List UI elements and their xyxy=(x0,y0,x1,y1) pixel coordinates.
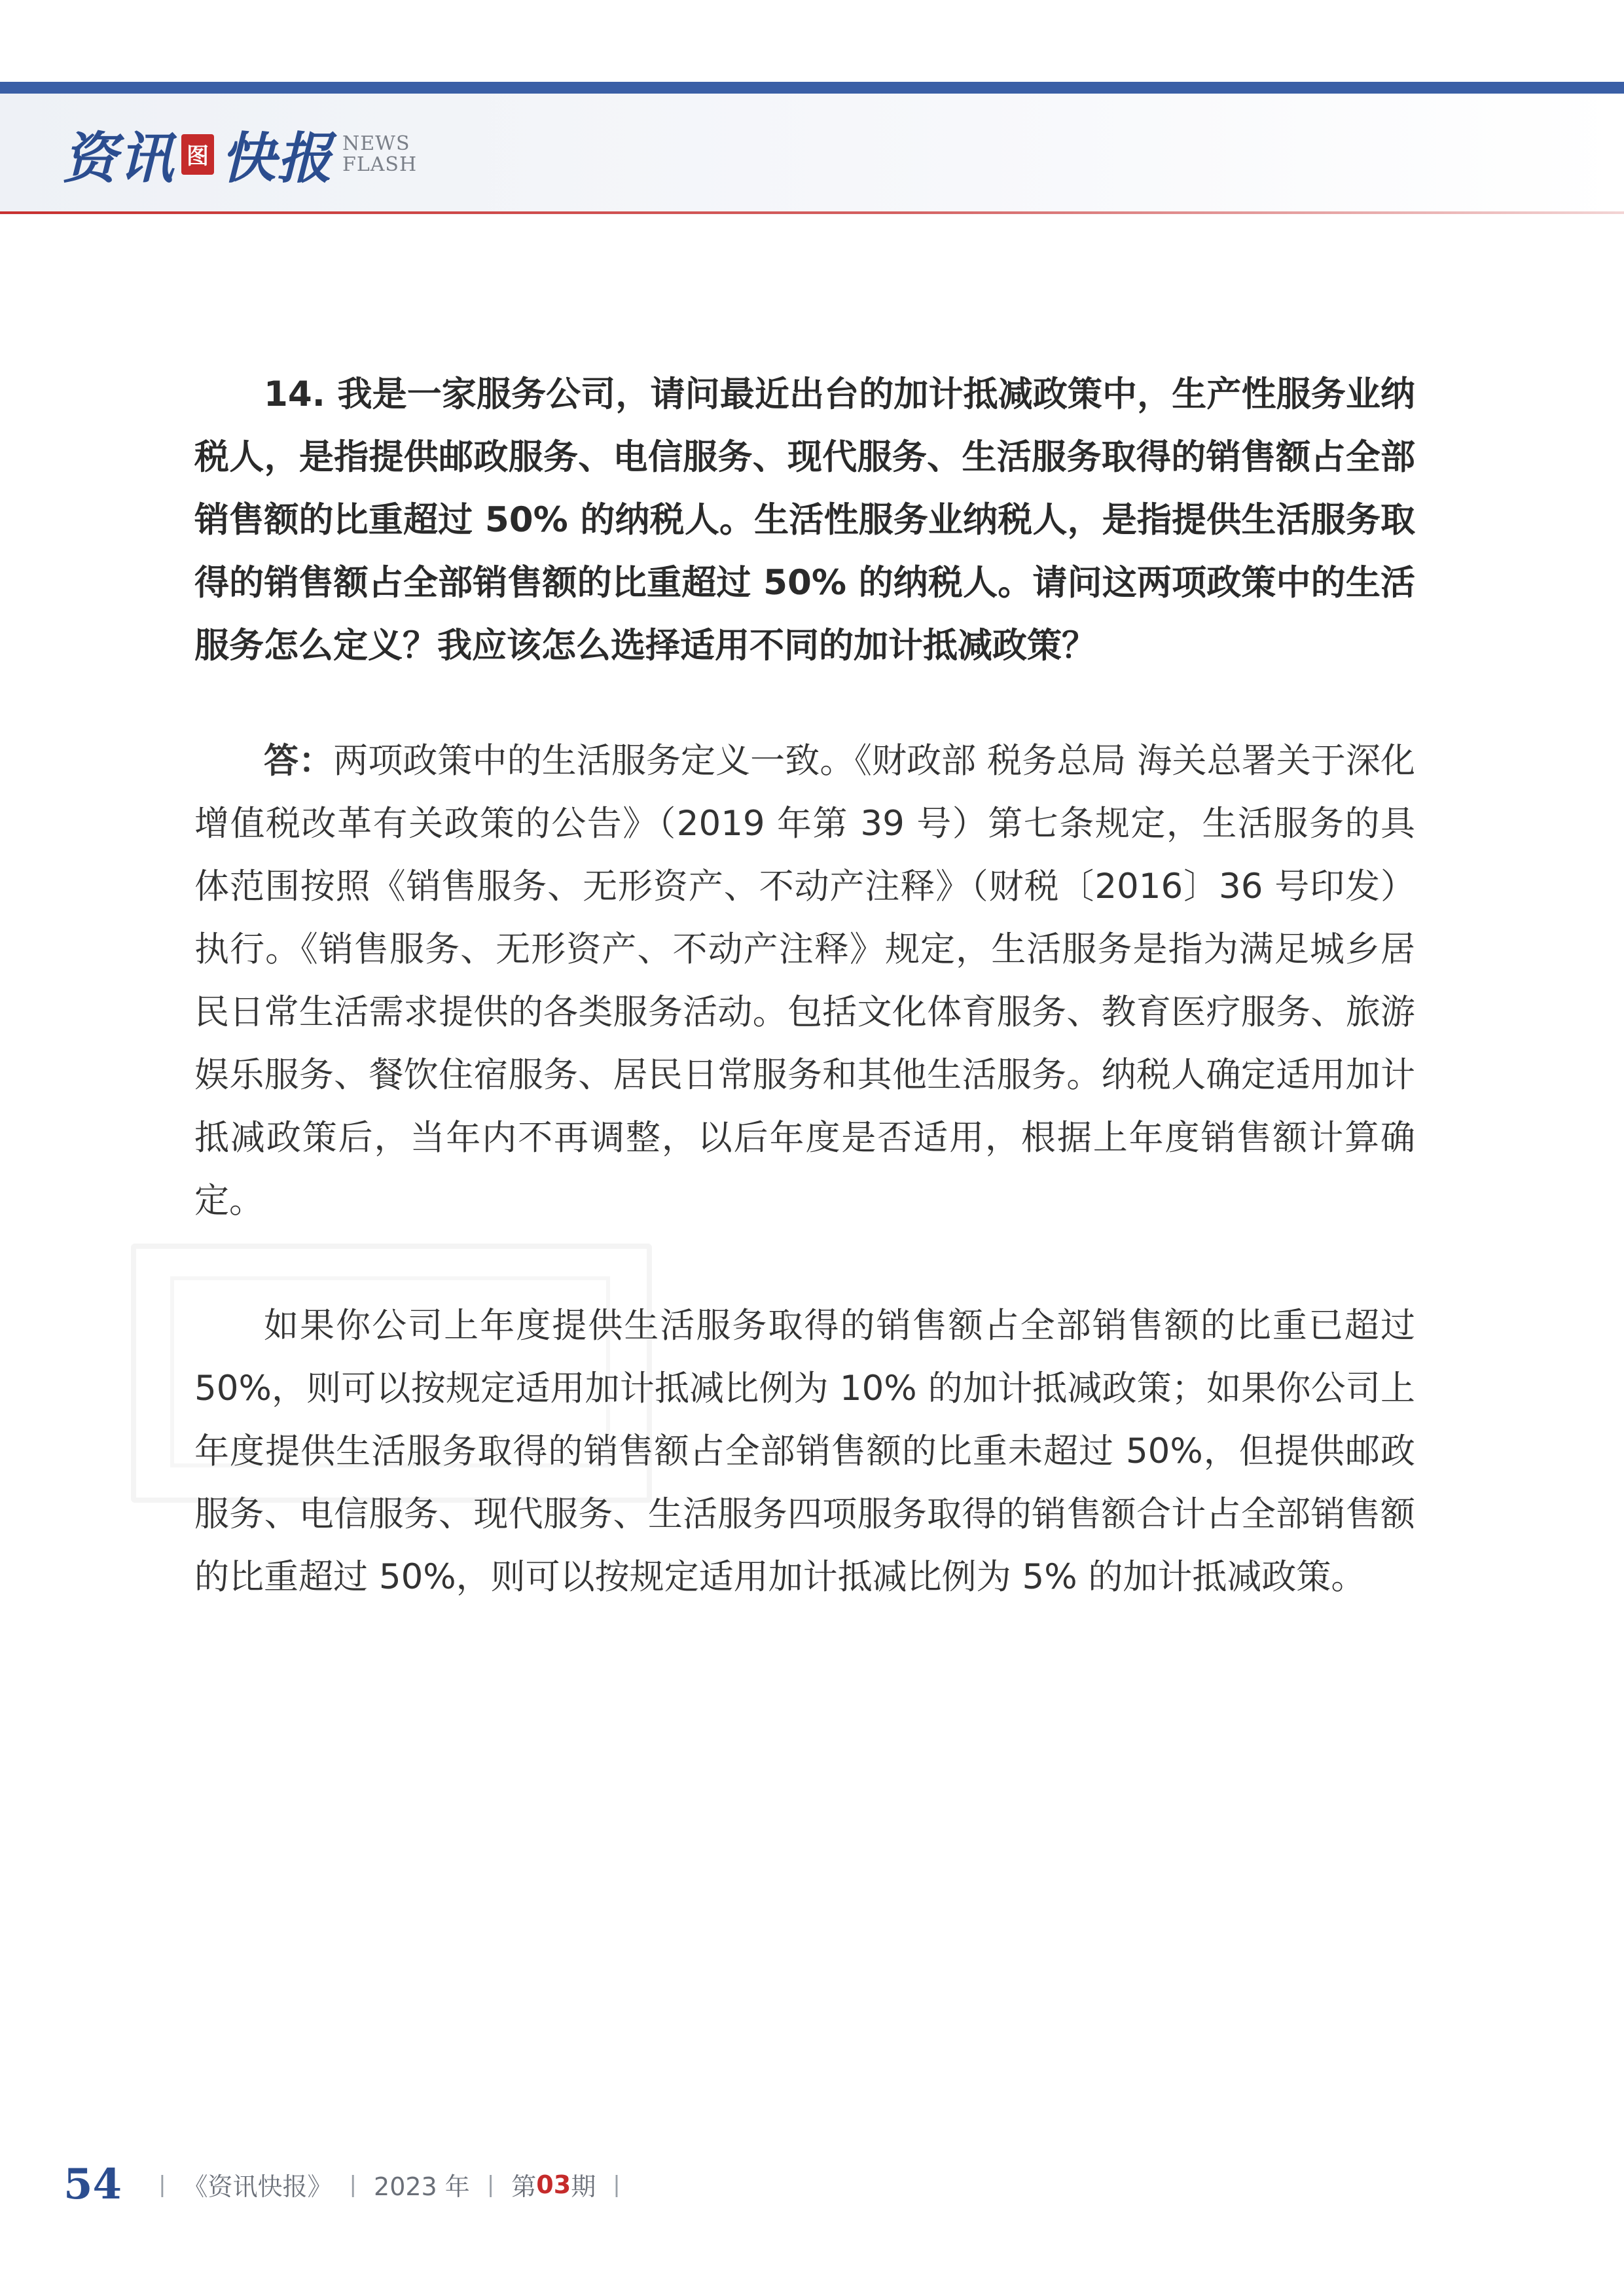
masthead-title-en xyxy=(342,134,417,175)
footer-issue-number: 03 xyxy=(536,2170,571,2199)
page-number: 54 xyxy=(63,2160,122,2209)
answer-paragraph-1-text: 两项政策中的生活服务定义一致。《财政部 税务总局 海关总署关于深化增值税改革有关政策的公告》（2019 年第 39 号）第七条规定，生活服务的具体范围按照《销售服务、无形资产、不动产注释》（财税〔2016〕36 号印发）执行。《销售服务、无形资产、不动产注释》规定，生活服务是指为满足城乡居民日常生活需求提供的各类服务活动。包括文化体育服务、教育医疗服务、旅游娱乐服务、餐饮住宿服务、居民日常服务和其他生活服务。纳税人确定适用加计抵减政策后，当年内不再调整，以后年度是否适用，根据上年度销售额计算确定。 xyxy=(194,741,1415,1221)
answer-label: 答： xyxy=(264,741,334,781)
masthead-en-line1: NEWS xyxy=(342,132,410,155)
masthead-title-part1: 资讯 xyxy=(62,126,175,190)
masthead-title-part2: 快报 xyxy=(221,126,334,190)
footer-separator: | xyxy=(158,2171,166,2198)
footer-separator: | xyxy=(349,2171,357,2198)
question-text: 14. 我是一家服务公司，请问最近出台的加计抵减政策中，生产性服务业纳税人，是指提供邮政服务、电信服务、现代服务、生活服务取得的销售额占全部销售额的比重超过 50% 的纳税人。生活性服务业纳税人，是指提供生活服务取得的销售额占全部销售额的比重超过 50% 的纳税人。请问这两项政策中的生活服务怎么定义？我应该怎么选择适用不同的加计抵减政策？ xyxy=(194,374,1415,666)
footer-publication: 《资讯快报》 xyxy=(183,2172,333,2201)
page-footer xyxy=(63,2160,638,2209)
answer-paragraph-2: 如果你公司上年度提供生活服务取得的销售额占全部销售额的比重已超过 50%，则可以按规定适用加计抵减比例为 10% 的加计抵减政策；如果你公司上年度提供生活服务取得的销售额占全部销售额的比重未超过 50%，但提供邮政服务、电信服务、现代服务、生活服务四项服务取得的销售额合计占全部销售额的比重超过 50%，则可以按规定适用加计抵减比例为 5% 的加计抵减政策。 xyxy=(194,1306,1415,1597)
footer-year: 2023 年 xyxy=(374,2172,470,2201)
masthead-seal-icon: 图 xyxy=(181,134,214,175)
answer-paragraph-1 xyxy=(194,730,1415,1232)
footer-separator: | xyxy=(486,2171,495,2198)
masthead-logo xyxy=(62,115,417,194)
header-divider xyxy=(0,211,1624,214)
masthead-en-line2: FLASH xyxy=(342,152,418,176)
footer-issue-prefix: 第 xyxy=(511,2172,537,2201)
article-body xyxy=(194,363,1415,1609)
footer-issue-suffix: 期 xyxy=(571,2172,596,2201)
footer-separator: | xyxy=(613,2171,621,2198)
header-top-bar xyxy=(0,82,1624,94)
